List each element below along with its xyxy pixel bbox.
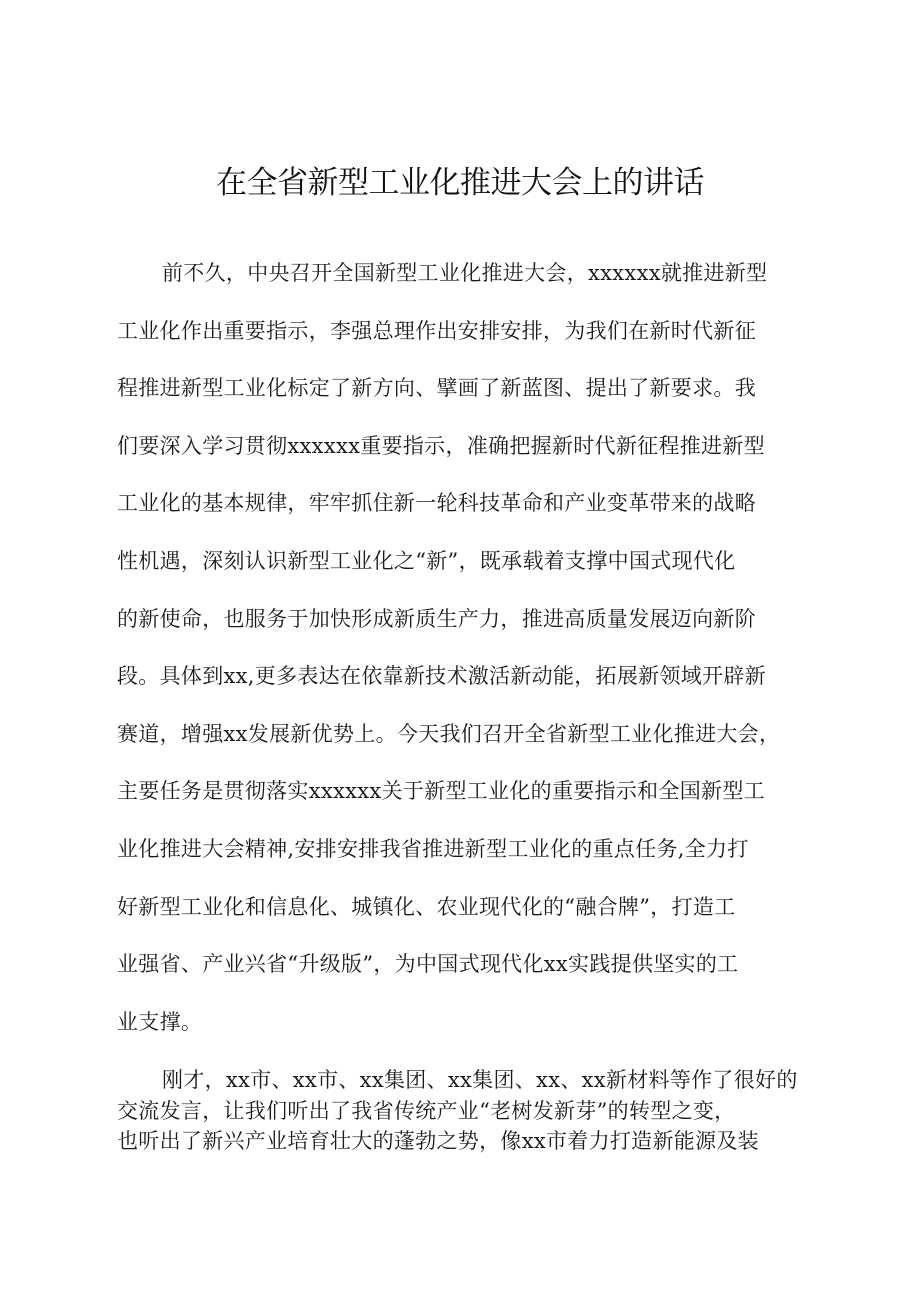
text-line: 刚才，xx市、xx市、xx集团、xx集团、xx、xx新材料等作了很好的 <box>162 1068 798 1092</box>
text-line: 程推进新型工业化标定了新方向、擘画了新蓝图、提出了新要求。我 <box>117 376 756 401</box>
text-line: 的新使命，也服务于加快形成新质生产力，推进高质量发展迈向新阶 <box>117 606 756 631</box>
text-line: 交流发言，让我们听出了我省传统产业“老树发新芽”的转型之变， <box>117 1098 736 1123</box>
document-title: 在全省新型工业化推进大会上的讲话 <box>216 165 704 201</box>
text-line: 工业化的基本规律，牢牢抓住新一轮科技革命和产业变革带来的战略 <box>117 491 756 516</box>
paragraph-1 <box>117 252 817 1058</box>
text-line: 也听出了新兴产业培育壮大的蓬勃之势，像xx市着力打造新能源及装 <box>117 1129 759 1153</box>
text-line: 好新型工业化和信息化、城镇化、农业现代化的“融合牌”，打造工 <box>117 894 736 919</box>
text-line: 主要任务是贯彻落实xxxxxx关于新型工业化的重要指示和全国新型工 <box>117 779 765 804</box>
text-line: 业强省、产业兴省“升级版”，为中国式现代化xx实践提供坚实的工 <box>117 952 739 977</box>
paragraph-2 <box>117 1065 817 1157</box>
text-line: 工业化作出重要指示，李强总理作出安排安排，为我们在新时代新征 <box>117 318 756 343</box>
text-line: 性机遇，深刻认识新型工业化之“新”，既承载着支撑中国式现代化 <box>117 548 736 573</box>
text-line: 们要深入学习贯彻xxxxxx重要指示，准确把握新时代新征程推进新型 <box>117 433 765 458</box>
text-line: 赛道，增强xx发展新优势上。今天我们召开全省新型工业化推进大会， <box>117 721 781 746</box>
text-line: 业支撑。 <box>117 1009 203 1034</box>
text-line: 业化推进大会精神,安排安排我省推进新型工业化的重点任务,全力打 <box>117 836 749 861</box>
text-line: 前不久，中央召开全国新型工业化推进大会，xxxxxx就推进新型 <box>162 261 768 285</box>
text-line: 段。具体到xx,更多表达在依靠新技术激活新动能，拓展新领域开辟新 <box>117 664 766 689</box>
